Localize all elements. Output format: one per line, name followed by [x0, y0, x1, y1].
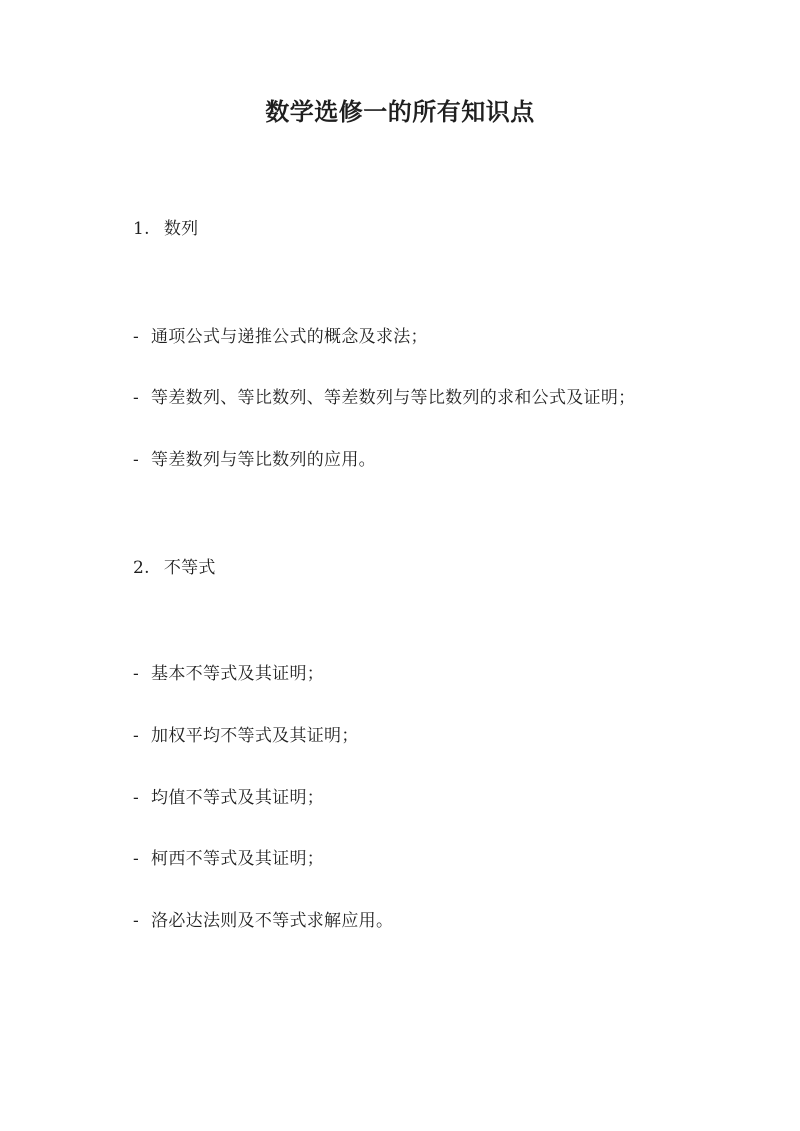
list-item: [133, 724, 359, 748]
bullet-dash: -: [133, 450, 140, 470]
bullet-dash: -: [133, 388, 140, 408]
list-item-text: 基本不等式及其证明；: [151, 664, 325, 684]
list-item: [133, 786, 324, 810]
list-item-text: 柯西不等式及其证明；: [151, 849, 325, 869]
list-item: [133, 847, 324, 871]
section-title: 不等式: [163, 558, 216, 578]
document-title: 数学选修一的所有知识点: [265, 97, 535, 126]
list-item: [133, 325, 428, 349]
list-item-text: 洛必达法则及不等式求解应用。: [151, 911, 394, 931]
section-number: 1.: [133, 219, 150, 239]
section-heading: [133, 556, 216, 580]
list-item: [133, 909, 393, 933]
section-title: 数列: [163, 219, 199, 239]
list-item: [133, 448, 376, 472]
bullet-dash: -: [133, 911, 140, 931]
list-item-text: 等差数列、等比数列、等差数列与等比数列的求和公式及证明；: [151, 388, 636, 408]
list-item-text: 通项公式与递推公式的概念及求法；: [151, 327, 428, 347]
section-heading: [133, 217, 198, 241]
bullet-dash: -: [133, 327, 140, 347]
list-item-text: 均值不等式及其证明；: [151, 788, 325, 808]
bullet-dash: -: [133, 849, 140, 869]
bullet-dash: -: [133, 788, 140, 808]
list-item: [133, 662, 324, 686]
bullet-dash: -: [133, 664, 140, 684]
bullet-dash: -: [133, 726, 140, 746]
list-item-text: 加权平均不等式及其证明；: [151, 726, 359, 746]
list-item: [133, 386, 635, 410]
section-number: 2.: [133, 558, 150, 578]
list-item-text: 等差数列与等比数列的应用。: [151, 450, 376, 470]
